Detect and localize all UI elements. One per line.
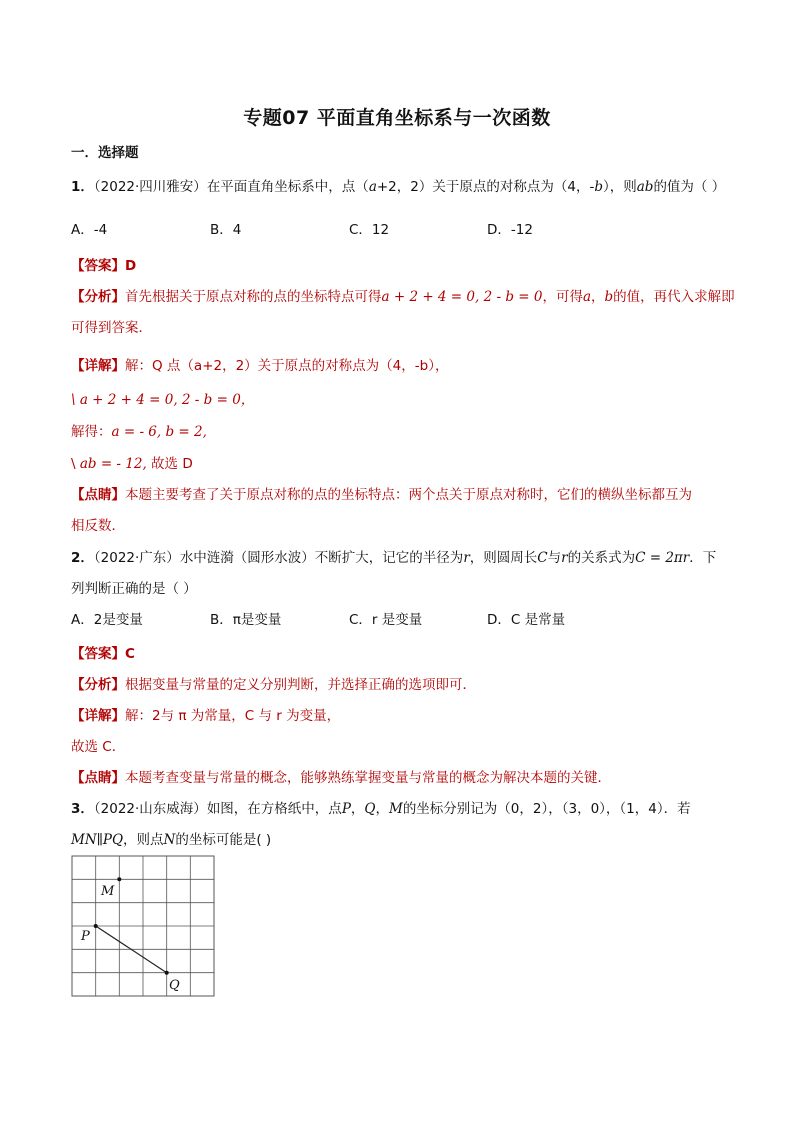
q2-stem-line-2: 列判断正确的是（ ） [71, 581, 197, 597]
detail-text: \ [71, 456, 80, 472]
q2-answer [71, 644, 135, 664]
detail-text: 解得： [71, 424, 112, 440]
q2-var-r: r [463, 550, 470, 566]
q2-detail-line-2: 故选 C． [71, 739, 126, 755]
analysis-text: ， [591, 289, 605, 305]
q1-stem-text: ），则 [602, 179, 637, 195]
q2-option-a: A．2是变量 [71, 612, 143, 628]
q1-answer [71, 256, 136, 276]
q3-source: （2022·山东威海） [93, 801, 207, 817]
q3-stem-line-2 [71, 830, 271, 850]
q1-detail-line-4 [71, 454, 193, 474]
q1-stem-text: 在平面直角坐标系中，点（ [206, 179, 369, 195]
q1-comment-line-1 [71, 485, 692, 505]
answer-tag: 【答案】 [71, 258, 125, 274]
point-P [94, 924, 98, 928]
detail-tag: 【详解】 [71, 358, 125, 374]
analysis-var-a: a [582, 289, 592, 305]
q1-detail-line-3 [71, 422, 207, 442]
q3-var-Q: Q [364, 801, 376, 817]
q3-parallel-expr: MN∥PQ [71, 832, 124, 848]
q2-stem-text: ．下 [689, 550, 717, 566]
label-M: M [101, 884, 115, 899]
comment-tag: 【点睛】 [71, 487, 125, 503]
analysis-tag: 【分析】 [71, 677, 125, 693]
q1-var-ab: ab [636, 179, 654, 195]
q2-option-d: D．C 是常量 [487, 612, 566, 628]
q2-stem-text: ，则圆周长 [469, 550, 538, 566]
q3-stem-text: ， [350, 801, 365, 817]
q1-var-a: a [368, 179, 377, 195]
q2-option-c: C．r 是变量 [349, 612, 423, 628]
q1-option-a: A．-4 [71, 222, 108, 238]
analysis-text: 首先根据关于原点对称的点的坐标特点可得 [125, 289, 382, 305]
q1-option-d: D．-12 [487, 222, 533, 238]
q2-var-r: r [561, 550, 568, 566]
q2-source: （2022·广东） [93, 550, 180, 566]
q1-analysis-line-2: 可得到答案． [71, 320, 152, 336]
q2-number: 2． [71, 550, 94, 566]
analysis-var-b: b [604, 289, 614, 305]
q3-var-P: P [341, 801, 351, 817]
point-Q [165, 971, 169, 975]
detail-text: 故选 D [146, 456, 193, 472]
q1-detail-line-1 [71, 356, 448, 376]
q2-formula: C = 2πr [635, 550, 690, 566]
q1-stem [71, 177, 725, 197]
point-M [117, 877, 121, 881]
q2-detail-line-1 [71, 706, 340, 726]
q3-stem-line-1 [71, 799, 691, 819]
label-Q: Q [169, 978, 180, 993]
q1-detail-line-2: \ a + 2 + 4 = 0, 2 - b = 0， [71, 392, 255, 408]
q1-number: 1． [71, 179, 94, 195]
analysis-text: 的值，再代入求解即 [613, 289, 735, 305]
q3-stem-text: ，则点 [123, 832, 164, 848]
q1-option-c: C．12 [349, 222, 390, 238]
answer-value: D [125, 258, 137, 274]
label-P: P [81, 929, 90, 944]
q2-stem-text: 与 [547, 550, 562, 566]
q2-comment [71, 768, 611, 788]
q1-var-b: b [594, 179, 603, 195]
q3-stem-text: 的坐标可能是( ) [175, 832, 272, 848]
answer-tag: 【答案】 [71, 646, 125, 662]
detail-formula: a = - 6, b = 2, [111, 424, 207, 440]
grid-lines [72, 856, 214, 996]
q3-var-N: N [163, 832, 176, 848]
comment-text: 本题考查变量与常量的概念，能够熟练掌握变量与常量的概念为解决本题的关键． [125, 770, 611, 786]
detail-text: 解：Q 点（a+2，2）关于原点的对称点为（4，-b）， [125, 358, 449, 374]
analysis-text: ，可得 [542, 289, 583, 305]
q2-var-C: C [537, 550, 548, 566]
q3-stem-text: ， [375, 801, 389, 817]
comment-text: 本题主要考查了关于原点对称的点的坐标特点：两个点关于原点对称时，它们的横纵坐标都互为 [125, 487, 692, 503]
analysis-text: 根据变量与常量的定义分别判断，并选择正确的选项即可． [125, 677, 476, 693]
analysis-tag: 【分析】 [71, 289, 125, 305]
q2-analysis [71, 675, 476, 695]
q1-analysis-line-1 [71, 287, 735, 307]
section-heading: 一．选择题 [71, 145, 139, 161]
comment-tag: 【点睛】 [71, 770, 125, 786]
answer-value: C [125, 646, 135, 662]
detail-formula: ab = - 12, [79, 456, 147, 472]
analysis-formula: a + 2 + 4 = 0, 2 - b = 0 [381, 289, 543, 305]
q3-stem-text: 的坐标分别记为（0，2），（3，0），（1，4）．若 [402, 801, 691, 817]
q3-grid-figure [71, 855, 216, 998]
q3-number: 3． [71, 801, 94, 817]
q2-stem-text: 水中涟漪（圆形水波）不断扩大，记它的半径为 [179, 550, 464, 566]
q3-var-M: M [388, 801, 403, 817]
q2-option-b: B．π是变量 [210, 612, 282, 628]
q1-stem-text: 的值为（ ） [653, 179, 726, 195]
q3-stem-text: 如图，在方格纸中，点 [206, 801, 342, 817]
q1-source: （2022·四川雅安） [93, 179, 207, 195]
detail-text: 解：2与 π 为常量，C 与 r 为变量， [125, 708, 341, 724]
q1-comment-line-2: 相反数． [71, 518, 125, 534]
page-title: 专题07 平面直角坐标系与一次函数 [243, 107, 551, 129]
q1-option-b: B．4 [210, 222, 242, 238]
detail-tag: 【详解】 [71, 708, 125, 724]
q2-stem-line-1 [71, 548, 716, 568]
q2-stem-text: 的关系式为 [567, 550, 636, 566]
q1-stem-text: +2，2）关于原点的对称点为（4，- [376, 179, 595, 195]
